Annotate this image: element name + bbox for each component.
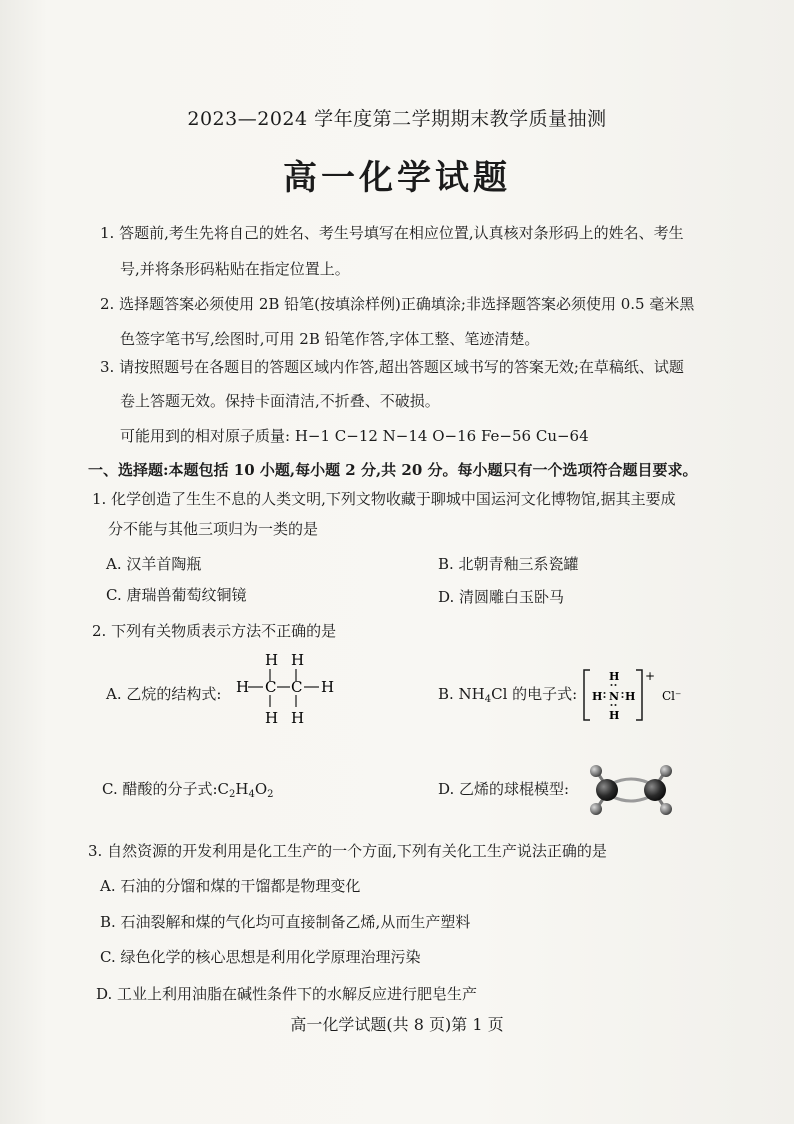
q1-stem-line-2: 分不能与其他三项归为一类的是 bbox=[108, 520, 319, 538]
ethane-h-bottom-2: H bbox=[291, 709, 305, 727]
q1-option-d: D. 清圆雕白玉卧马 bbox=[438, 588, 565, 606]
page-footer: 高一化学试题(共 8 页)第 1 页 bbox=[290, 1015, 504, 1034]
q2-c-sub-3: 2 bbox=[267, 789, 274, 800]
q2-c-o: O bbox=[254, 780, 268, 798]
ethane-h-top-1: H bbox=[265, 651, 279, 669]
q3-option-d: D. 工业上利用油脂在碱性条件下的水解反应进行肥皂生产 bbox=[96, 985, 478, 1003]
ammonium-charge: + bbox=[645, 669, 656, 683]
ethylene-h-atom bbox=[660, 803, 672, 815]
ethylene-h-atom bbox=[660, 765, 672, 777]
ethylene-c-atom bbox=[644, 779, 666, 801]
q3-option-c: C. 绿色化学的核心思想是利用化学原理治理污染 bbox=[100, 948, 421, 966]
q2-c-prefix: C. 醋酸的分子式:C bbox=[102, 780, 230, 798]
instruction-3-line-2: 卷上答题无效。保持卡面清洁,不折叠、不破损。 bbox=[120, 392, 440, 410]
exam-title: 高一化学试题 bbox=[283, 158, 511, 198]
q2-option-d: D. 乙烯的球棍模型: bbox=[438, 780, 570, 798]
nh4cl-electron-formula bbox=[580, 664, 690, 728]
nh4-h-bottom: H bbox=[609, 709, 620, 722]
ethylene-h-atom bbox=[590, 765, 602, 777]
exam-subtitle: 2023—2024 学年度第二学期期末教学质量抽测 bbox=[187, 108, 607, 130]
instruction-1-line-1: 1. 答题前,考生先将自己的姓名、考生号填写在相应位置,认真核对条形码上的姓名、考生 bbox=[100, 224, 684, 242]
q1-option-c: C. 唐瑞兽葡萄纹铜镜 bbox=[106, 586, 247, 604]
ethylene-c-atom bbox=[596, 779, 618, 801]
chloride-ion: Cl⁻ bbox=[662, 689, 682, 703]
atomic-masses: 可能用到的相对原子质量: H−1 C−12 N−14 O−16 Fe−56 Cu−64 bbox=[120, 427, 589, 445]
q2-b-prefix: B. NH bbox=[438, 685, 485, 703]
ethane-c-2: C bbox=[291, 678, 303, 696]
q3-stem: 3. 自然资源的开发利用是化工生产的一个方面,下列有关化工生产说法正确的是 bbox=[88, 842, 607, 860]
ethane-h-right: H bbox=[321, 678, 335, 696]
q2-b-suffix: Cl 的电子式: bbox=[491, 685, 578, 703]
ethylene-ball-stick-model bbox=[585, 760, 681, 816]
instruction-2-line-1: 2. 选择题答案必须使用 2B 铅笔(按填涂样例)正确填涂;非选择题答案必须使用 0.5 毫米黑 bbox=[100, 295, 695, 313]
instruction-2-line-2: 色签字笔书写,绘图时,可用 2B 铅笔作答,字体工整、笔迹清楚。 bbox=[120, 330, 540, 348]
instruction-3-line-1: 3. 请按照题号在各题目的答题区域内作答,超出答题区域书写的答案无效;在草稿纸、试题 bbox=[100, 358, 684, 376]
ethylene-h-atom bbox=[590, 803, 602, 815]
nh4-h-top: H bbox=[609, 670, 620, 683]
q1-option-a: A. 汉羊首陶瓶 bbox=[106, 555, 202, 573]
q1-option-b: B. 北朝青釉三系瓷罐 bbox=[438, 555, 579, 573]
nh4-n: N bbox=[609, 690, 620, 703]
section-heading: 一、选择题:本题包括 10 小题,每小题 2 分,共 20 分。每小题只有一个选项符合题目要求。 bbox=[88, 461, 698, 479]
q1-stem-line-1: 1. 化学创造了生生不息的人类文明,下列文物收藏于聊城中国运河文化博物馆,据其主要成 bbox=[92, 490, 676, 508]
ethane-structural-formula bbox=[232, 648, 342, 734]
q2-c-sub-2: 4 bbox=[248, 789, 255, 800]
q2-c-h: H bbox=[235, 780, 249, 798]
q2-option-b bbox=[438, 683, 577, 705]
q2-c-sub-1: 2 bbox=[229, 789, 236, 800]
nh4-h-right: H bbox=[625, 690, 636, 703]
q2-option-a: A. 乙烷的结构式: bbox=[106, 685, 222, 703]
ethane-h-bottom-1: H bbox=[265, 709, 279, 727]
q3-option-a: A. 石油的分馏和煤的干馏都是物理变化 bbox=[100, 877, 361, 895]
ethane-h-left: H bbox=[236, 678, 250, 696]
q3-option-b: B. 石油裂解和煤的气化均可直接制备乙烯,从而生产塑料 bbox=[100, 913, 471, 931]
ethane-h-top-2: H bbox=[291, 651, 305, 669]
q2-option-c bbox=[102, 778, 274, 800]
ethane-c-1: C bbox=[265, 678, 277, 696]
instruction-1-line-2: 号,并将条形码粘贴在指定位置上。 bbox=[120, 260, 350, 278]
q2-stem: 2. 下列有关物质表示方法不正确的是 bbox=[92, 622, 337, 640]
q2-b-subscript: 4 bbox=[484, 694, 492, 705]
nh4-h-left: H bbox=[592, 690, 603, 703]
